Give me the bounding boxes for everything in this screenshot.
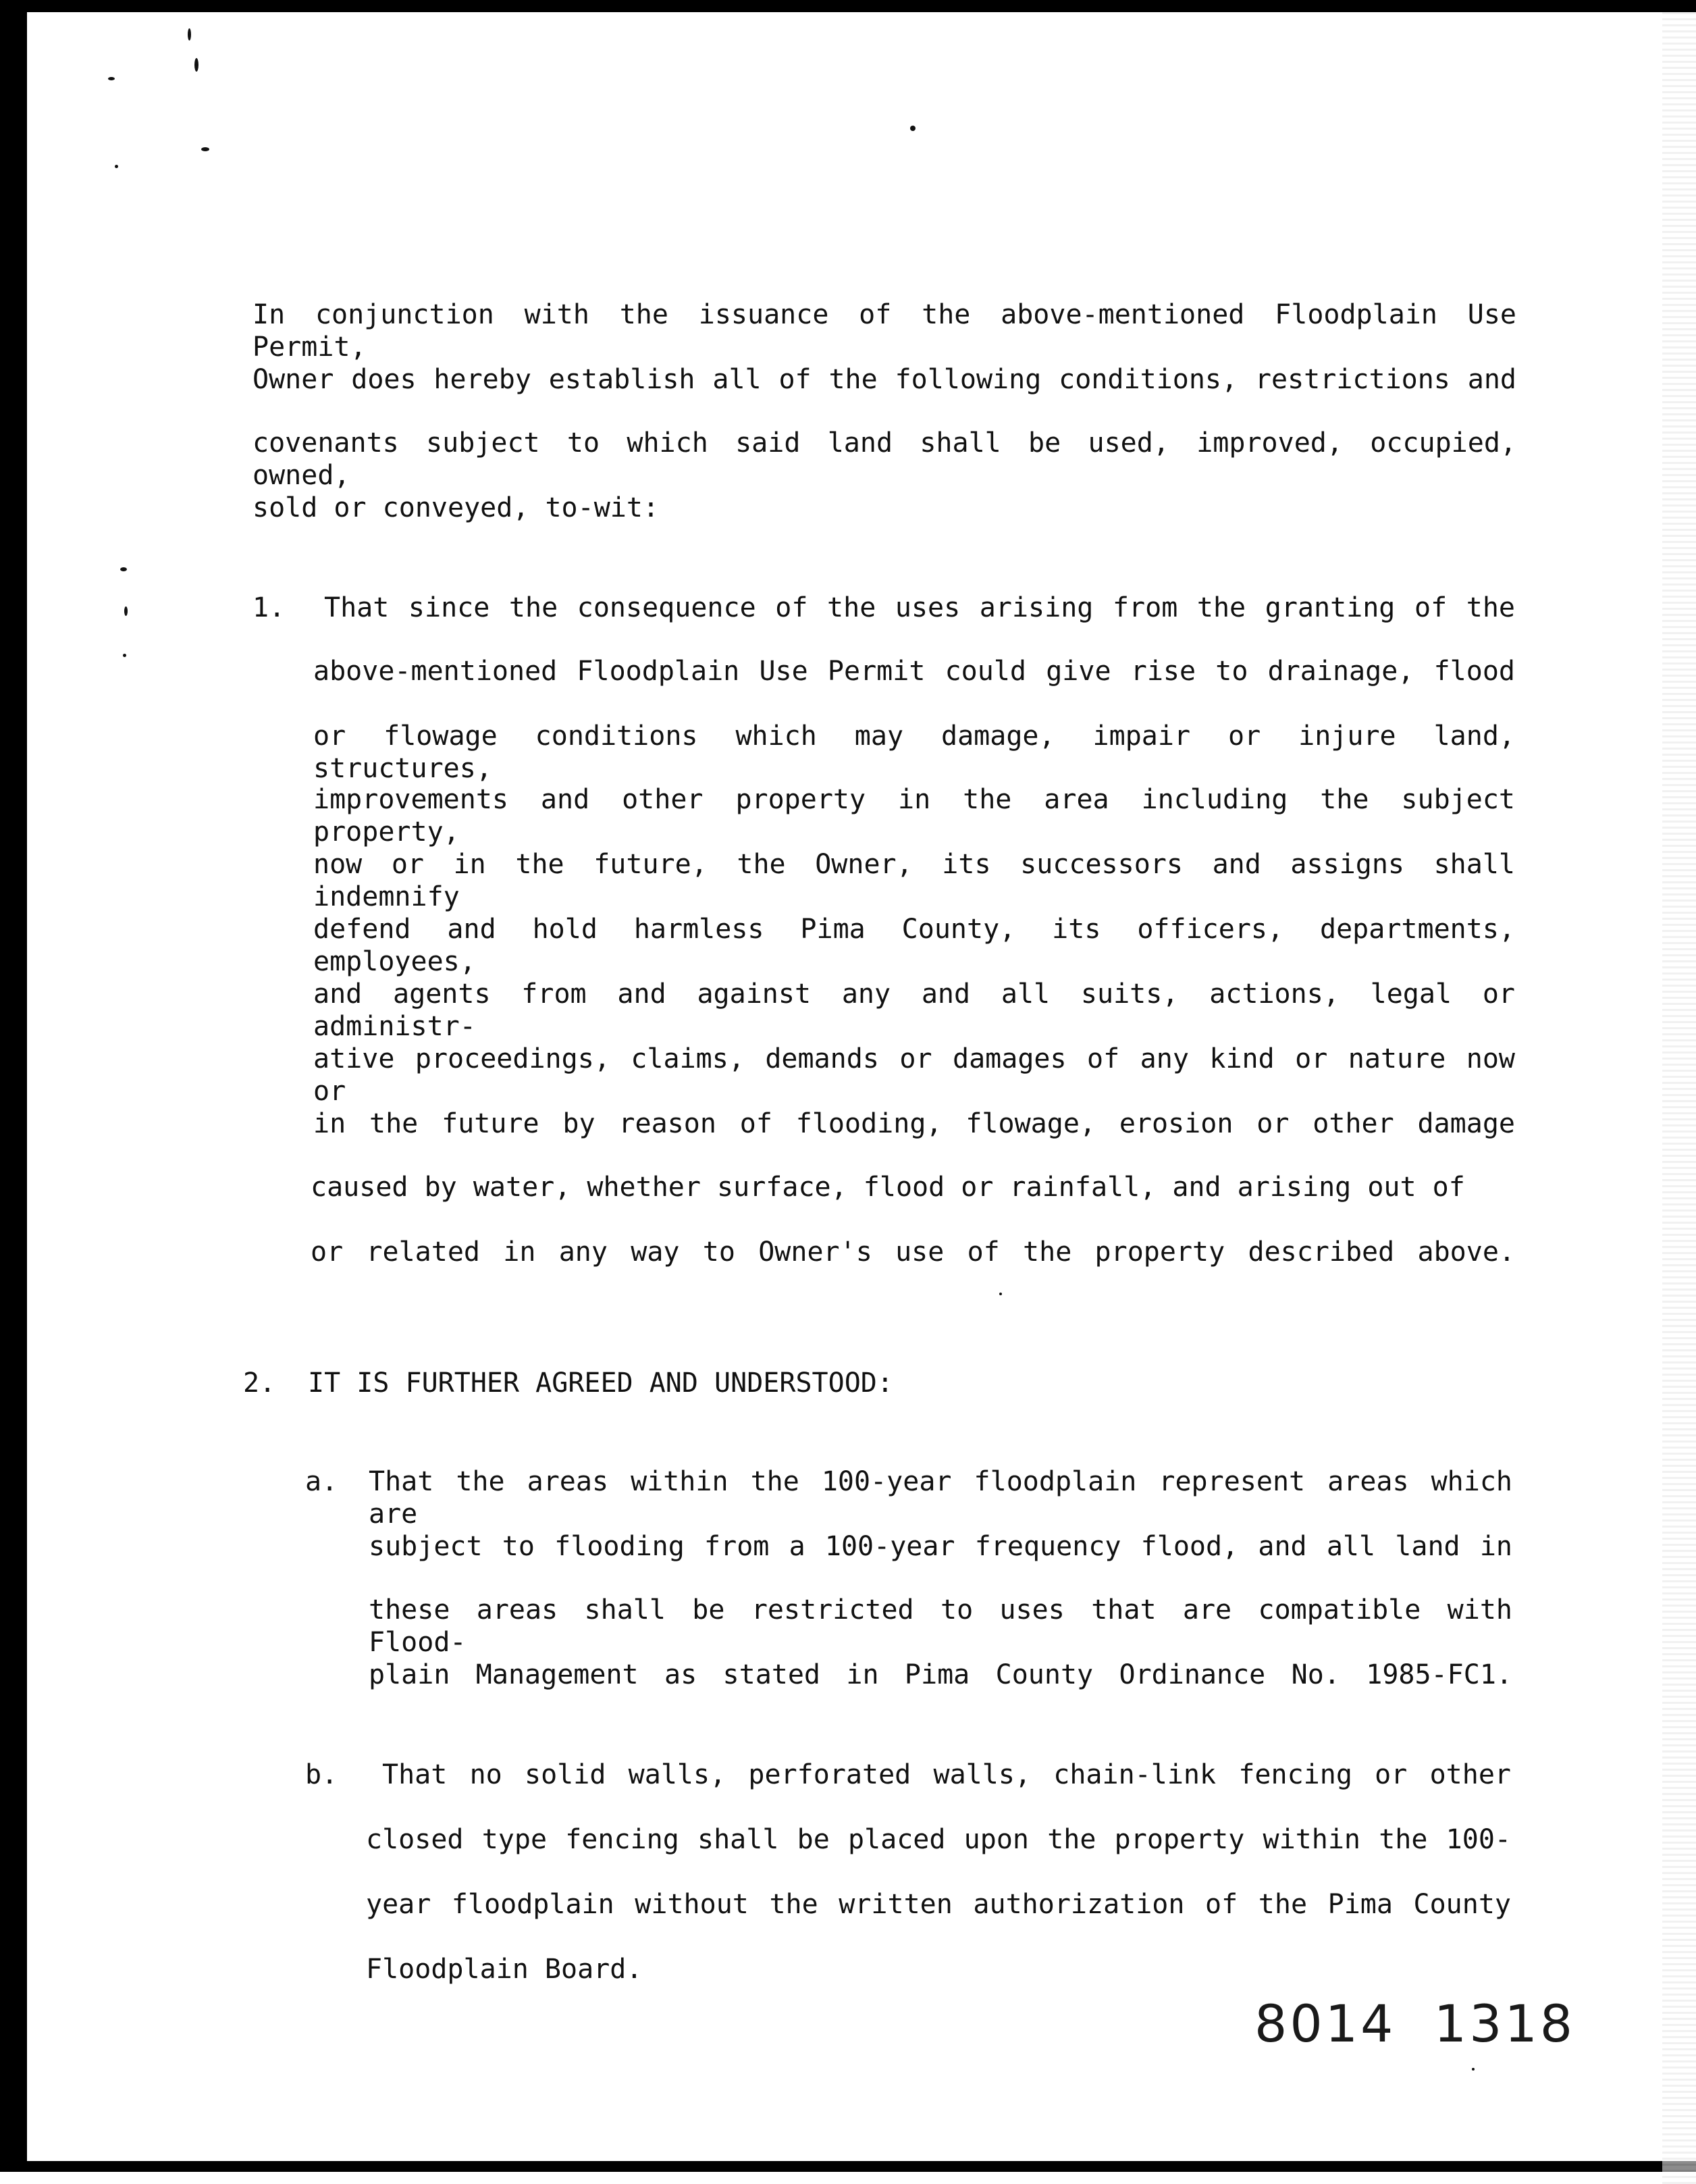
item-1-line: now or in the future, the Owner, its successors and assigns shall indemnify [313,849,1515,912]
item-2a-line: subject to flooding from a 100-year frequency flood, and all land in [369,1531,1512,1562]
item-1-line: or flowage conditions which may damage, impair or injure land, structures, [313,721,1515,784]
scan-speck [115,165,118,168]
item-1-line: ative proceedings, claims, demands or damages of any kind or nature now or [313,1043,1515,1107]
item-1-line: improvements and other property in the area including the subject property, [313,784,1515,848]
item-2a-marker: a. [305,1466,338,1497]
scan-speck [124,606,128,616]
scan-speck [910,126,916,131]
item-1-line: That since the consequence of the uses arising from the granting of the [324,592,1515,623]
scan-speck [999,1293,1002,1295]
item-2-marker: 2. [243,1368,276,1399]
item-1-line: and agents from and against any and all suits, actions, legal or administr- [313,979,1515,1042]
scan-speck [1472,2068,1475,2071]
item-2b-line: year floodplain without the written authorization of the Pima County [366,1889,1511,1920]
item-1-line: in the future by reason of flooding, flowage, erosion or other damage [313,1108,1515,1139]
item-2b-line: That no solid walls, perforated walls, chain-link fencing or other [382,1759,1511,1790]
scan-speck [123,654,126,657]
intro-line: sold or conveyed, to-wit: [253,492,660,523]
intro-line: Owner does hereby establish all of the following conditions, restrictions and [253,364,1516,395]
item-2-heading: IT IS FURTHER AGREED AND UNDERSTOOD: [308,1368,893,1399]
item-1-marker: 1. [253,592,286,623]
item-2b-line: closed type fencing shall be placed upon the property within the 100- [366,1824,1511,1855]
item-1-line: caused by water, whether surface, flood or rainfall, and arising out of [311,1172,1465,1203]
scan-edge-noise [1662,12,1696,2184]
scan-speck [201,147,209,151]
item-2b-line: Floodplain Board. [366,1954,643,1985]
item-1-line: above-mentioned Floodplain Use Permit could give rise to drainage, flood [313,656,1515,687]
scan-speck [108,77,115,80]
item-2b-marker: b. [305,1759,338,1790]
item-2a-line: That the areas within the 100-year floodplain represent areas which are [369,1466,1512,1530]
item-2a-line: plain Management as stated in Pima County Ordinance No. 1985-FC1. [369,1659,1512,1690]
item-2a-line: these areas shall be restricted to uses that are compatible with Flood- [369,1594,1512,1658]
item-1-line: defend and hold harmless Pima County, its officers, departments, employees, [313,914,1515,977]
intro-line: In conjunction with the issuance of the above-mentioned Floodplain Use Permit, [253,299,1516,363]
scan-speck [194,58,198,72]
scan-speck [120,567,127,571]
item-1-line: or related in any way to Owner's use of the property described above. [311,1237,1515,1268]
scan-speck [188,28,191,41]
document-stamp-number: 8014 1318 [1254,1994,1576,2054]
intro-line: covenants subject to which said land shall be used, improved, occupied, owned, [253,427,1516,491]
